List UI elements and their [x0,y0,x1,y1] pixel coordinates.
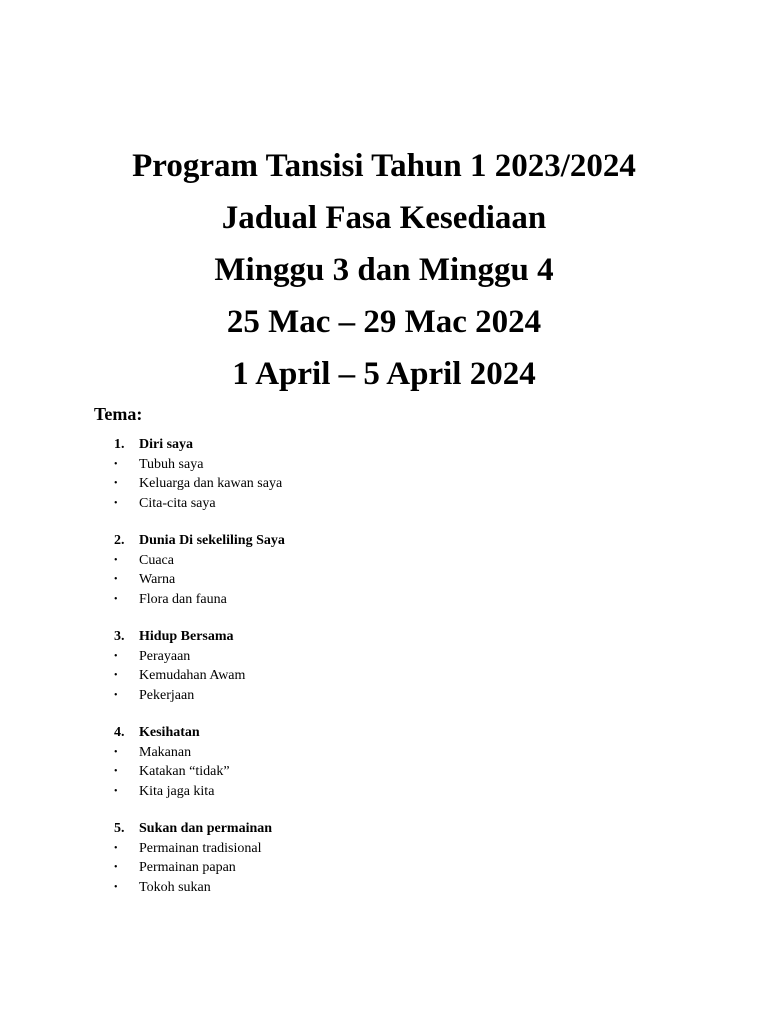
bullet-icon: • [114,862,118,873]
theme-number: 2. [114,533,125,548]
list-item [114,743,714,763]
title-line-weeks: Minggu 3 dan Minggu 4 [214,252,554,288]
list-item-text: Cuaca [139,552,174,568]
bullet-icon: • [114,574,118,585]
theme-title: Sukan dan permainan [139,821,273,836]
theme-title: Kesihatan [139,725,200,740]
list-item [114,455,714,475]
list-item [114,647,714,667]
theme-section [114,627,714,705]
bullet-icon: • [114,497,118,509]
bullet-icon: • [114,670,118,681]
theme-number: 5. [114,821,125,836]
tema-label: Tema: [94,404,143,424]
list-item-text: Makanan [139,744,192,760]
theme-number: 3. [114,629,125,644]
theme-title: Hidup Bersama [139,629,234,644]
bullet-icon: • [114,593,118,605]
list-item [114,878,714,898]
list-item [114,858,714,878]
list-item-text: Pekerjaan [139,687,195,703]
list-item [114,551,714,571]
list-item [114,762,714,782]
title-line-dates-march: 25 Mac – 29 Mac 2024 [226,304,542,340]
bullet-icon: • [114,478,118,489]
theme-heading [114,627,714,647]
theme-heading [114,723,714,743]
list-item-text: Tubuh saya [139,456,204,472]
list-item [114,494,714,514]
document-title [0,140,768,400]
theme-number: 4. [114,725,125,740]
bullet-icon: • [114,689,118,701]
list-item-text: Kita jaga kita [139,783,215,799]
bullet-icon: • [114,881,118,893]
bullet-icon: • [114,746,118,758]
list-item-text: Cita-cita saya [139,495,216,511]
list-item-text: Flora dan fauna [139,591,227,607]
list-item [114,686,714,706]
list-item [114,666,714,686]
theme-heading [114,819,714,839]
theme-list [114,435,714,915]
list-item-text: Warna [139,572,176,587]
bullet-icon: • [114,842,118,854]
theme-section [114,819,714,897]
list-item-text: Tokoh sukan [139,879,211,895]
title-line-program: Program Tansisi Tahun 1 2023/2024 [132,148,636,184]
list-item [114,782,714,802]
list-item [114,839,714,859]
list-item-text: Katakan “tidak” [139,764,230,779]
list-item [114,474,714,494]
list-item-text: Keluarga dan kawan saya [139,476,283,491]
bullet-icon: • [114,785,118,797]
theme-title: Diri saya [139,437,194,452]
theme-heading [114,531,714,551]
list-item-text: Permainan tradisional [139,840,262,856]
theme-title: Dunia Di sekeliling Saya [139,533,285,548]
theme-heading [114,435,714,455]
title-line-dates-april: 1 April – 5 April 2024 [232,356,536,392]
bullet-icon: • [114,650,118,662]
list-item-text: Kemudahan Awam [139,668,246,683]
theme-section [114,531,714,609]
list-item-text: Perayaan [139,648,191,664]
bullet-icon: • [114,458,118,470]
bullet-icon: • [114,766,118,777]
theme-section [114,435,714,513]
list-item-text: Permainan papan [139,860,236,875]
theme-number: 1. [114,437,125,452]
list-item [114,570,714,590]
list-item [114,590,714,610]
bullet-icon: • [114,554,118,566]
title-line-schedule: Jadual Fasa Kesediaan [221,200,547,236]
theme-section [114,723,714,801]
